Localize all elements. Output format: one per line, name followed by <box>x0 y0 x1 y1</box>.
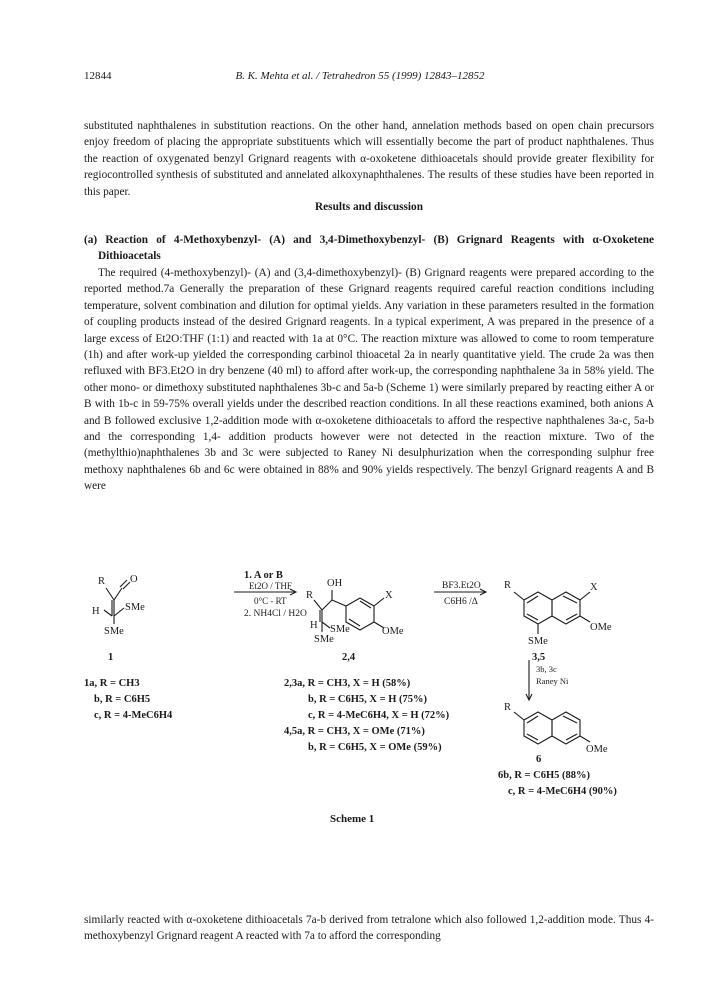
label-o-1: O <box>130 574 138 585</box>
closing-paragraph: similarly reacted with α-oxoketene dithioacetals 7a-b derived from tetralone which also followed 1,2-addition mode. Thus 4-methoxybenzyl Grignard reagent A reacted with 7a to afford the corresponding <box>84 914 654 943</box>
step1-reagent-1: 1. A or B <box>244 570 283 581</box>
label-ome-3: OMe <box>590 622 612 633</box>
step2-reagent-1: BF3.Et2O <box>442 581 481 591</box>
list1-line-2: b, R = C6H5 <box>94 694 151 705</box>
label-sme-1a: SMe <box>125 602 145 613</box>
list3-line-1: 6b, R = C6H5 (88%) <box>498 770 591 781</box>
page-number: 12844 <box>84 70 112 82</box>
label-x-2: X <box>385 590 393 601</box>
label-sme-1b: SMe <box>104 626 124 637</box>
compound-number-1: 1 <box>108 652 114 663</box>
step2-reagent-2: C6H6 /Δ <box>444 597 478 607</box>
list2-line-4: 4,5a, R = CH3, X = OMe (71%) <box>284 726 425 737</box>
label-r-1: R <box>98 576 106 587</box>
label-x-3: X <box>590 582 598 593</box>
section-title: Results and discussion <box>315 201 423 213</box>
list1-line-1: 1a, R = CH3 <box>84 678 140 689</box>
list3-line-2: c, R = 4-MeC6H4 (90%) <box>508 786 617 797</box>
list2-line-3: c, R = 4-MeC6H4, X = H (72%) <box>308 710 450 721</box>
label-sme-3: SMe <box>528 636 548 647</box>
body-paragraph: The required (4-methoxybenzyl)- (A) and (3,4-dimethoxybenzyl)- (B) Grignard reagents were prepared according to the reported method.7a Generally the preparation of these Grignard reagents required careful reaction conditions including temperature, solvent combination and dilution for optimal yields. Any variation in these parameters resulted in the formation of coupling products instead of the desired Grignard reagents. In a typical experiment, A was prepared in the presence of a large excess of Et2O:THF (1:1) and reacted with 1a at 0°C. The reaction mixture was allowed to come to room temperature (1h) and after work-up yielded the corresponding carbinol thioacetal 2a in nearly quantitative yield. The crude 2a was then refluxed with BF3.Et2O in dry benzene (40 ml) to afford after work-up, the corresponding naphthalene 3a in 58% yield. The other mono- or dimethoxy substituted naphthalenes 3b-c and 5a-b (Scheme 1) were similarly prepared by reacting either A or B with 1b-c in 59-75% overall yields under the described reaction conditions. In all these reactions examined, both anions A and B followed exclusive 1,2-addition mode with α-oxoketene dithioacetals to afford the respective naphthalenes 3a-c, 5a-b and the corresponding 1,4- addition products however were not detected in the reaction mixture. Two of the (methylthio)naphthalenes 3b and 3c were subjected to Raney Ni desulphurization when the corresponding sulphur free methoxy naphthalenes 6b and 6c were obtained in 88% and 90% yields respectively. The benzyl Grignard reagents A and B were <box>84 267 654 493</box>
step3-reagent-1: 3b, 3c <box>536 664 557 674</box>
step1-reagent-3: 0°C - RT <box>254 596 287 606</box>
step1-reagent-4: 2. NH4Cl / H2O <box>244 609 307 619</box>
running-title: B. K. Mehta et al. / Tetrahedron 55 (1999) 12843–12852 <box>235 70 485 82</box>
list2-line-2: b, R = C6H5, X = H (75%) <box>308 694 428 705</box>
label-h-2: H <box>310 620 318 631</box>
compound-number-2-4: 2,4 <box>342 652 356 663</box>
subsection-heading: (a) Reaction of 4-Methoxybenzyl- (A) and 3,4-Dimethoxybenzyl- (B) Grignard Reagents with α-Oxoketene Dithioacetals <box>84 234 654 263</box>
scheme-drawing <box>84 560 664 890</box>
intro-paragraph: substituted naphthalenes in substitution reactions. On the other hand, annelation methods based on open chain precursors enjoy freedom of placing the appropriate substituents which will essentially become the part of product naphthalenes. Thus the reaction of oxygenated benzyl Grignard reagents with α-oxoketene dithioacetals should provide greater flexibility for regiocontrolled synthesis of substituted and annelated alkoxynaphthalenes. The results of these studies have been reported in this paper. <box>84 120 654 198</box>
label-r-6: R <box>504 702 512 713</box>
label-r-2: R <box>306 590 314 601</box>
label-ome-6: OMe <box>586 744 608 755</box>
step1-reagent-2: Et2O / THF <box>249 581 292 591</box>
label-ome-2: OMe <box>382 626 404 637</box>
label-sme-2a: SMe <box>330 624 350 635</box>
scheme-caption: Scheme 1 <box>330 813 375 825</box>
label-oh-2: OH <box>327 578 343 589</box>
compound-number-3-5: 3,5 <box>532 652 546 663</box>
compound-number-6: 6 <box>536 754 542 765</box>
list2-line-1: 2,3a, R = CH3, X = H (58%) <box>284 678 411 689</box>
step3-reagent-2: Raney Ni <box>536 676 569 686</box>
label-sme-2b: SMe <box>314 634 334 645</box>
label-r-3: R <box>504 580 512 591</box>
list2-line-5: b, R = C6H5, X = OMe (59%) <box>308 742 442 753</box>
list1-line-3: c, R = 4-MeC6H4 <box>94 710 173 721</box>
scheme-1 <box>84 560 664 890</box>
label-h-1: H <box>92 606 100 617</box>
